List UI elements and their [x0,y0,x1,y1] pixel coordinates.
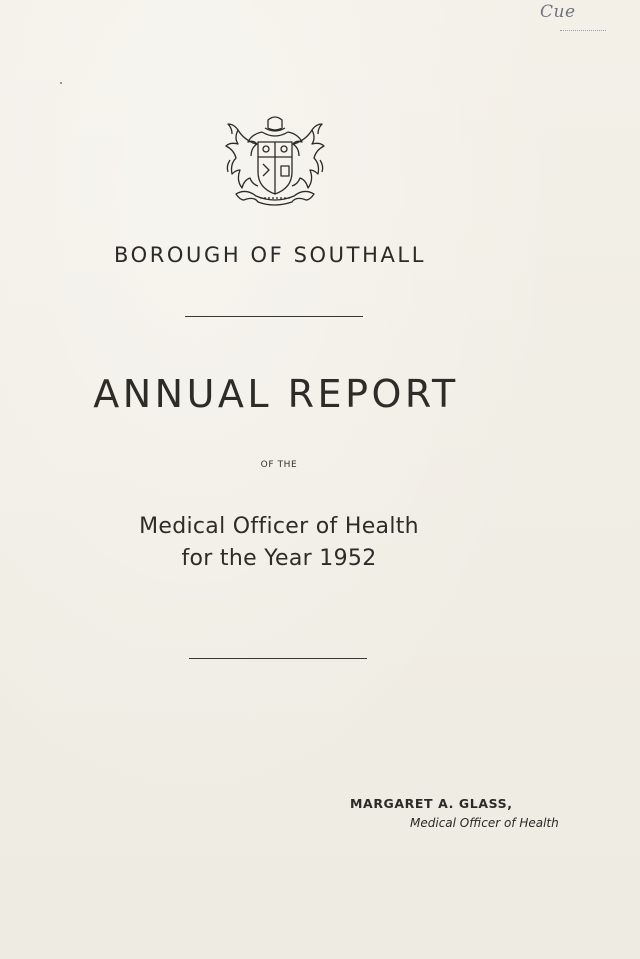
divider-rule [189,658,367,659]
author-name: MARGARET A. GLASS, [350,796,513,811]
paper-speck [60,82,62,84]
coat-of-arms-icon [220,114,330,206]
report-title: ANNUAL REPORT [93,372,459,416]
author-role: Medical Officer of Health [410,816,559,830]
divider-rule [185,316,363,317]
annotation-dotted-mark [560,30,606,35]
report-year: for the Year 1952 [181,546,377,571]
report-subject: Medical Officer of Health [139,514,419,539]
borough-name: BOROUGH OF SOUTHALL [113,243,427,267]
handwritten-annotation: Cue [540,2,576,22]
title-connector: OF THE [260,460,298,470]
